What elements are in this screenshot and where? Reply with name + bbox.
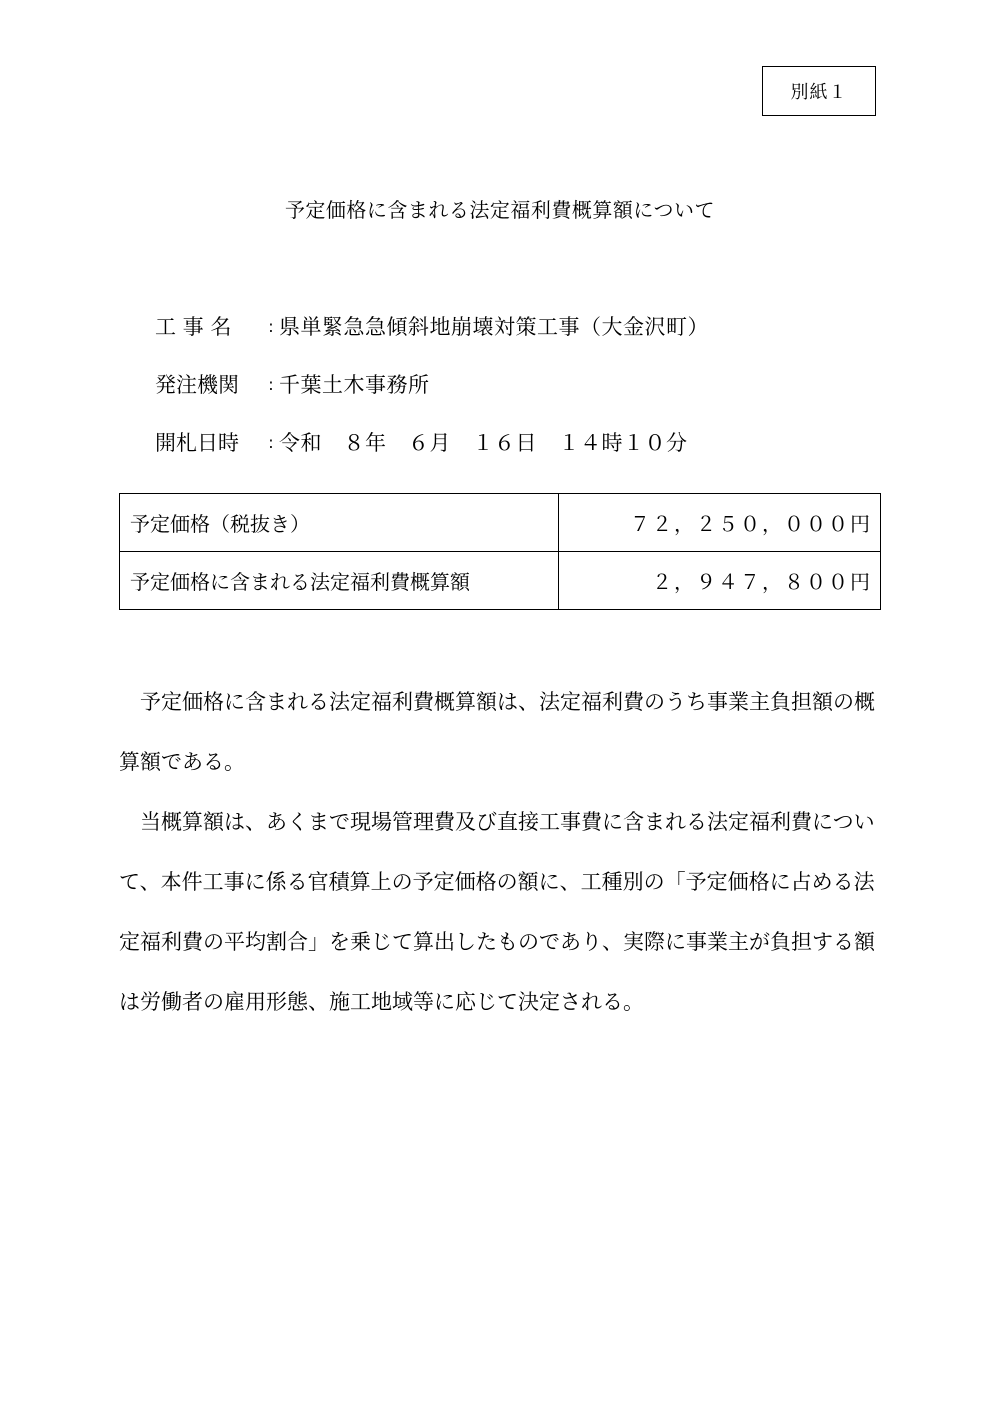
planned-price-label: 予定価格（税抜き） xyxy=(120,494,559,552)
explanation-paragraph-2: 当概算額は、あくまで現場管理費及び直接工事費に含まれる法定福利費について、本件工事に係る官積算上の予定価格の額に、工種別の「予定価格に占める法定福利費の平均割合」を乗じて算出したものであり、実際に事業主が負担する額は労働者の雇用形態、施工地域等に応じて決定される。 xyxy=(119,810,875,1014)
planned-price-value: ７２，２５０，０００円 xyxy=(559,494,881,552)
construction-name-separator: : xyxy=(268,316,274,336)
construction-name-label: 工 事 名 xyxy=(155,315,232,339)
ordering-agency-label: 発注機関 xyxy=(155,373,239,397)
explanation-text xyxy=(119,672,884,1032)
welfare-cost-label: 予定価格に含まれる法定福利費概算額 xyxy=(120,552,559,610)
bid-opening-value: 令和 ８年 ６月 １６日 １４時１０分 xyxy=(279,431,688,455)
table-row xyxy=(120,494,881,552)
attachment-label-box xyxy=(762,66,876,116)
welfare-cost-value: ２，９４７，８００円 xyxy=(559,552,881,610)
bid-opening-separator: : xyxy=(268,432,274,452)
bid-opening-label: 開札日時 xyxy=(155,431,239,455)
explanation-paragraph-1: 予定価格に含まれる法定福利費概算額は、法定福利費のうち事業主負担額の概算額である。 xyxy=(119,690,875,774)
ordering-agency-separator: : xyxy=(268,374,274,394)
price-table xyxy=(119,493,881,610)
info-row-bid-opening xyxy=(155,426,688,458)
document-title: 予定価格に含まれる法定福利費概算額について xyxy=(284,198,716,222)
construction-name-value: 県単緊急急傾斜地崩壊対策工事（大金沢町） xyxy=(279,315,709,339)
info-row-ordering-agency xyxy=(155,368,430,400)
attachment-label: 別紙１ xyxy=(790,82,848,103)
ordering-agency-value: 千葉土木事務所 xyxy=(279,373,430,397)
info-row-construction-name xyxy=(155,310,709,342)
table-row xyxy=(120,552,881,610)
